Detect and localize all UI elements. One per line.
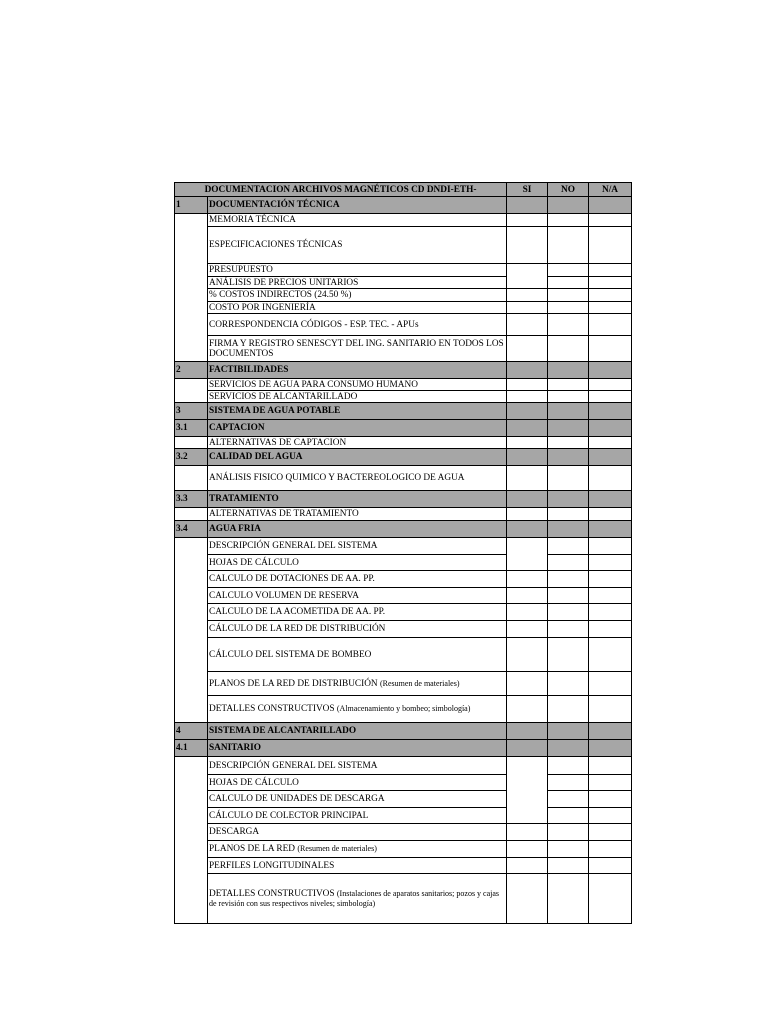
no-cell	[548, 302, 589, 314]
si-cell	[507, 740, 548, 757]
si-cell	[507, 508, 548, 521]
item-row	[175, 638, 632, 672]
item-label	[208, 508, 507, 521]
no-cell	[548, 362, 589, 379]
section-number: 3.1	[175, 420, 208, 437]
item-label	[208, 672, 507, 696]
item-row	[175, 757, 632, 775]
item-label	[208, 277, 507, 289]
item-label	[208, 858, 507, 874]
section-number: 4	[175, 723, 208, 740]
item-label	[208, 227, 507, 264]
item-text: CALCULO DE UNIDADES DE DESCARGA	[209, 794, 385, 804]
item-label	[208, 696, 507, 723]
item-row	[175, 604, 632, 621]
si-cell	[507, 621, 548, 638]
item-label	[208, 604, 507, 621]
item-label	[208, 775, 507, 791]
section-number: 3.3	[175, 491, 208, 508]
no-cell	[548, 874, 589, 924]
item-row	[175, 874, 632, 924]
item-note: (Almacenamiento y bombeo; simbología)	[336, 704, 471, 713]
si-cell	[507, 449, 548, 466]
no-cell	[548, 757, 589, 775]
na-cell	[589, 264, 632, 277]
item-text: CALCULO DE DOTACIONES DE AA. PP.	[209, 574, 375, 584]
no-cell	[548, 775, 589, 791]
no-cell	[548, 449, 589, 466]
no-cell	[548, 740, 589, 757]
item-label	[208, 336, 507, 362]
item-row	[175, 437, 632, 449]
na-cell	[589, 227, 632, 264]
item-text: FIRMA Y REGISTRO SENESCYT DEL ING. SANITARIO EN TODOS LOS DOCUMENTOS	[209, 338, 504, 359]
na-cell	[589, 696, 632, 723]
item-text: CÁLCULO DEL SISTEMA DE BOMBEO	[209, 649, 372, 660]
section-title: TRATAMIENTO	[208, 491, 507, 508]
section-title: CALIDAD DEL AGUA	[208, 449, 507, 466]
section-title: SISTEMA DE ALCANTARILLADO	[208, 723, 507, 740]
na-cell	[589, 808, 632, 824]
item-text: CÁLCULO DE LA RED DE DISTRIBUCIÓN	[209, 624, 386, 634]
no-cell	[548, 672, 589, 696]
na-cell	[589, 521, 632, 538]
item-text: CORRESPONDENCIA CÓDIGOS - ESP. TEC. - APUs	[209, 319, 419, 330]
item-number-cell	[175, 538, 208, 723]
na-cell	[589, 604, 632, 621]
si-cell	[507, 571, 548, 588]
si-cell	[507, 289, 548, 302]
item-label	[208, 841, 507, 858]
na-cell	[589, 197, 632, 214]
item-label	[208, 571, 507, 588]
no-cell	[548, 604, 589, 621]
item-text: DESCARGA	[209, 827, 260, 837]
item-text: SERVICIOS DE AGUA PARA CONSUMO HUMANO	[209, 379, 418, 390]
item-note: (Resumen de materiales)	[379, 678, 460, 688]
na-cell	[589, 449, 632, 466]
item-text: DETALLES CONSTRUCTIVOS	[209, 888, 335, 899]
na-cell	[589, 466, 632, 491]
si-cell	[507, 858, 548, 874]
si-cell	[507, 403, 548, 420]
item-label	[208, 824, 507, 841]
item-row	[175, 672, 632, 696]
checklist-body	[175, 183, 632, 924]
section-row	[175, 420, 632, 437]
section-number: 1	[175, 197, 208, 214]
item-label	[208, 379, 507, 391]
item-row	[175, 555, 632, 571]
na-cell	[589, 214, 632, 227]
item-text: PLANOS DE LA RED DE DISTRIBUCIÓN	[209, 678, 378, 689]
no-cell	[548, 508, 589, 521]
item-row	[175, 277, 632, 289]
item-label	[208, 555, 507, 571]
item-text: DESCRIPCIÓN GENERAL DEL SISTEMA	[209, 760, 378, 771]
si-cell	[507, 696, 548, 723]
item-row	[175, 336, 632, 362]
na-cell	[589, 555, 632, 571]
si-cell	[507, 466, 548, 491]
no-cell	[548, 571, 589, 588]
item-row	[175, 824, 632, 841]
na-cell	[589, 277, 632, 289]
si-cell	[507, 874, 548, 924]
item-row	[175, 391, 632, 403]
si-cell	[507, 362, 548, 379]
item-row	[175, 588, 632, 604]
si-cell	[507, 638, 548, 672]
no-cell	[548, 841, 589, 858]
na-cell	[589, 757, 632, 775]
si-cell	[507, 302, 548, 314]
item-label	[208, 621, 507, 638]
si-cell	[507, 336, 548, 362]
item-row	[175, 791, 632, 808]
na-cell	[589, 740, 632, 757]
header-row	[175, 183, 632, 197]
item-text: PLANOS DE LA RED	[209, 844, 296, 854]
no-cell	[548, 621, 589, 638]
si-cell	[507, 723, 548, 740]
si-cell	[507, 538, 548, 571]
item-row	[175, 314, 632, 336]
section-row	[175, 449, 632, 466]
item-text: PERFILES LONGITUDINALES	[209, 860, 335, 871]
item-row	[175, 775, 632, 791]
item-text: DESCRIPCIÓN GENERAL DEL SISTEMA	[209, 541, 378, 551]
item-number-cell	[175, 214, 208, 362]
section-row	[175, 197, 632, 214]
item-row	[175, 379, 632, 391]
item-label	[208, 314, 507, 336]
item-row	[175, 696, 632, 723]
si-cell	[507, 420, 548, 437]
documentation-checklist-table	[174, 182, 632, 924]
item-label	[208, 302, 507, 314]
no-cell	[548, 289, 589, 302]
no-cell	[548, 791, 589, 808]
na-cell	[589, 672, 632, 696]
item-row	[175, 214, 632, 227]
si-cell	[507, 214, 548, 227]
item-label	[208, 466, 507, 491]
section-row	[175, 491, 632, 508]
no-cell	[548, 521, 589, 538]
no-cell	[548, 264, 589, 277]
na-cell	[589, 858, 632, 874]
na-cell	[589, 508, 632, 521]
item-number-cell	[175, 437, 208, 449]
item-label	[208, 214, 507, 227]
no-cell	[548, 808, 589, 824]
section-row	[175, 740, 632, 757]
no-cell	[548, 723, 589, 740]
no-cell	[548, 391, 589, 403]
item-text: ALTERNATIVAS DE TRATAMIENTO	[209, 509, 359, 519]
item-label	[208, 391, 507, 403]
na-cell	[589, 538, 632, 555]
si-cell	[507, 672, 548, 696]
si-cell	[507, 824, 548, 841]
na-cell	[589, 336, 632, 362]
no-cell	[548, 491, 589, 508]
na-cell	[589, 289, 632, 302]
item-text: ESPECIFICACIONES TÉCNICAS	[209, 240, 343, 250]
item-number-cell	[175, 466, 208, 491]
no-cell	[548, 638, 589, 672]
item-label	[208, 264, 507, 277]
no-cell	[548, 197, 589, 214]
item-text: ANÁLISIS FISICO QUIMICO Y BACTEREOLOGICO DE AGUA	[209, 473, 465, 483]
no-cell	[548, 214, 589, 227]
na-cell	[589, 638, 632, 672]
section-title: SANITARIO	[208, 740, 507, 757]
si-cell	[507, 197, 548, 214]
item-row	[175, 289, 632, 302]
item-label	[208, 538, 507, 555]
si-cell	[507, 521, 548, 538]
item-label	[208, 874, 507, 924]
si-cell	[507, 314, 548, 336]
na-cell	[589, 841, 632, 858]
item-label	[208, 638, 507, 672]
section-number: 2	[175, 362, 208, 379]
section-title: FACTIBILIDADES	[208, 362, 507, 379]
item-text: CALCULO DE LA ACOMETIDA DE AA. PP.	[209, 607, 386, 617]
section-title: CAPTACION	[208, 420, 507, 437]
section-row	[175, 723, 632, 740]
item-text: HOJAS DE CÁLCULO	[209, 777, 299, 788]
item-text: CALCULO VOLUMEN DE RESERVA	[209, 590, 359, 601]
item-label	[208, 808, 507, 824]
item-number-cell	[175, 508, 208, 521]
item-text: COSTO POR INGENIERÍA	[209, 302, 316, 313]
item-label	[208, 757, 507, 775]
no-cell	[548, 336, 589, 362]
si-cell	[507, 391, 548, 403]
section-number: 3	[175, 403, 208, 420]
item-row	[175, 264, 632, 277]
item-label	[208, 588, 507, 604]
na-cell	[589, 491, 632, 508]
na-cell	[589, 874, 632, 924]
no-cell	[548, 538, 589, 555]
si-cell	[507, 227, 548, 264]
si-cell	[507, 604, 548, 621]
item-number-cell	[175, 757, 208, 924]
no-cell	[548, 403, 589, 420]
no-cell	[548, 227, 589, 264]
na-cell	[589, 621, 632, 638]
na-cell	[589, 775, 632, 791]
na-cell	[589, 571, 632, 588]
section-number: 3.2	[175, 449, 208, 466]
si-cell	[507, 491, 548, 508]
no-cell	[548, 379, 589, 391]
item-row	[175, 302, 632, 314]
item-row	[175, 858, 632, 874]
na-cell	[589, 391, 632, 403]
item-row	[175, 538, 632, 555]
na-cell	[589, 588, 632, 604]
item-row	[175, 227, 632, 264]
item-text: SERVICIOS DE ALCANTARILLADO	[209, 391, 358, 402]
na-cell	[589, 791, 632, 808]
section-title: DOCUMENTACIÓN TÉCNICA	[208, 197, 507, 214]
si-cell	[507, 437, 548, 449]
na-cell	[589, 362, 632, 379]
na-cell	[589, 302, 632, 314]
si-cell	[507, 757, 548, 824]
section-number: 4.1	[175, 740, 208, 757]
section-title: AGUA FRIA	[208, 521, 507, 538]
item-label	[208, 437, 507, 449]
item-text: MEMORIA TÉCNICA	[209, 215, 296, 225]
no-cell	[548, 824, 589, 841]
no-cell	[548, 437, 589, 449]
na-cell	[589, 437, 632, 449]
item-note: (Resumen de materiales)	[297, 844, 377, 853]
na-cell	[589, 420, 632, 437]
no-cell	[548, 858, 589, 874]
no-cell	[548, 277, 589, 289]
item-text: DETALLES CONSTRUCTIVOS	[209, 704, 335, 714]
si-cell	[507, 588, 548, 604]
section-row	[175, 521, 632, 538]
item-text: CÁLCULO DE COLECTOR PRINCIPAL	[209, 810, 369, 821]
no-cell	[548, 466, 589, 491]
na-cell	[589, 723, 632, 740]
header-no: NO	[548, 183, 589, 197]
si-cell	[507, 841, 548, 858]
si-cell	[507, 264, 548, 289]
na-cell	[589, 314, 632, 336]
si-cell	[507, 379, 548, 391]
item-row	[175, 841, 632, 858]
item-text: ALTERNATIVAS DE CAPTACION	[209, 437, 347, 448]
na-cell	[589, 824, 632, 841]
no-cell	[548, 555, 589, 571]
item-row	[175, 571, 632, 588]
item-row	[175, 508, 632, 521]
na-cell	[589, 403, 632, 420]
header-na: N/A	[589, 183, 632, 197]
section-row	[175, 362, 632, 379]
item-row	[175, 621, 632, 638]
no-cell	[548, 420, 589, 437]
item-row	[175, 808, 632, 824]
item-number-cell	[175, 379, 208, 403]
section-number: 3.4	[175, 521, 208, 538]
no-cell	[548, 696, 589, 723]
header-si: SI	[507, 183, 548, 197]
item-label	[208, 289, 507, 302]
header-title: DOCUMENTACION ARCHIVOS MAGNÉTICOS CD DNDI-ETH-	[175, 183, 507, 197]
item-text: ANÁLISIS DE PRECIOS UNITARIOS	[209, 277, 359, 288]
item-row	[175, 466, 632, 491]
item-text: HOJAS DE CÁLCULO	[209, 557, 299, 568]
item-note: (Instalaciones de aparatos sanitarios; pozos y cajas de revisión con sus respectivos niveles; simbología)	[209, 888, 500, 908]
section-title: SISTEMA DE AGUA POTABLE	[208, 403, 507, 420]
item-label	[208, 791, 507, 808]
item-text: % COSTOS INDIRECTOS (24.50 %)	[209, 290, 352, 300]
no-cell	[548, 588, 589, 604]
item-text: PRESUPUESTO	[209, 265, 273, 275]
na-cell	[589, 379, 632, 391]
section-row	[175, 403, 632, 420]
no-cell	[548, 314, 589, 336]
